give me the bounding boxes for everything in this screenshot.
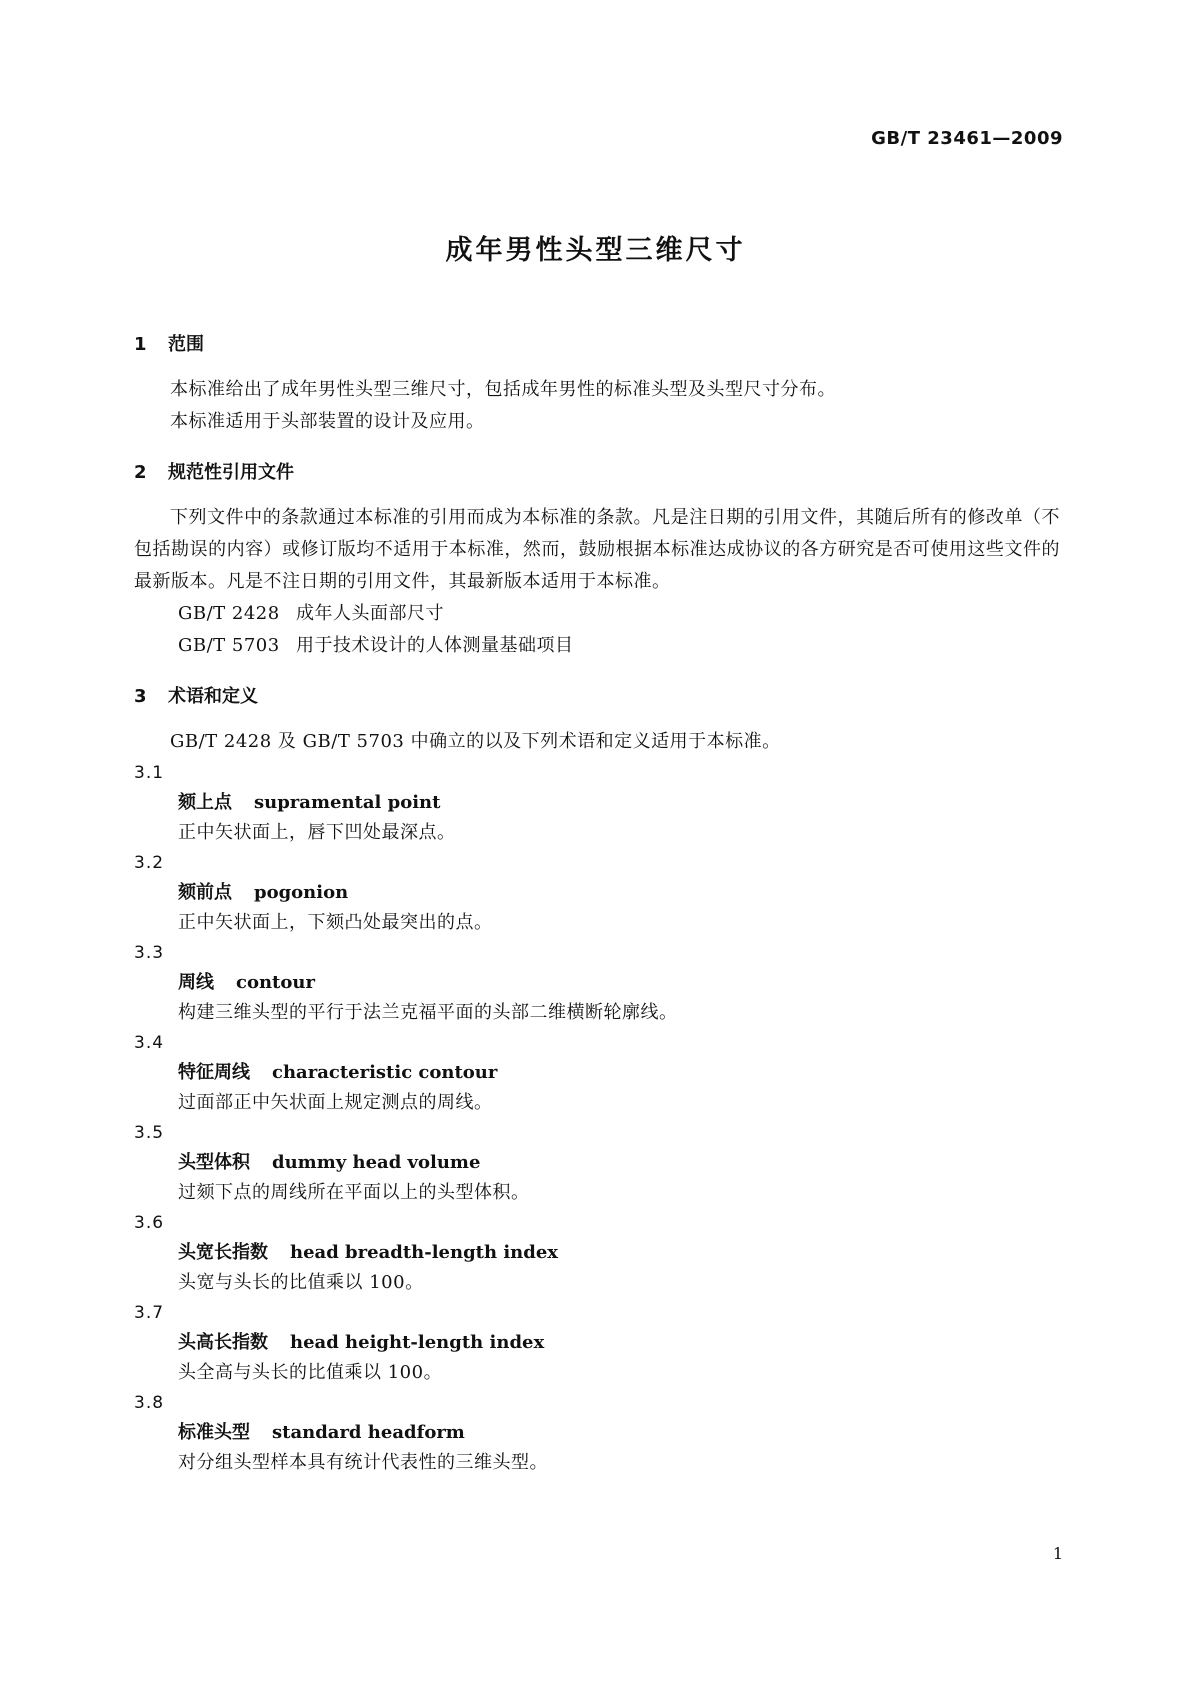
document-body xyxy=(134,330,1060,1478)
section-number: 3 xyxy=(134,686,147,707)
term-number: 3.1 xyxy=(134,763,165,783)
term-en: dummy head volume xyxy=(272,1152,481,1173)
section-title: 术语和定义 xyxy=(168,686,258,707)
term-en: characteristic contour xyxy=(272,1062,498,1083)
term-heading xyxy=(178,1238,1060,1268)
term-entry xyxy=(134,758,1060,848)
term-heading xyxy=(178,788,1060,818)
standard-code: GB/T 23461—2009 xyxy=(871,128,1063,149)
term-heading xyxy=(178,1328,1060,1358)
term-entry xyxy=(134,1208,1060,1298)
term-number: 3.5 xyxy=(134,1123,165,1143)
term-number: 3.6 xyxy=(134,1213,165,1233)
section-heading-terms xyxy=(134,682,1060,712)
term-zh: 特征周线 xyxy=(178,1062,250,1083)
term-en: contour xyxy=(236,972,315,993)
term-number: 3.4 xyxy=(134,1033,165,1053)
term-zh: 头型体积 xyxy=(178,1152,250,1173)
section-number: 1 xyxy=(134,334,147,355)
section-heading-normative xyxy=(134,458,1060,488)
term-definition: 正中矢状面上，唇下凹处最深点。 xyxy=(178,822,456,843)
term-heading xyxy=(178,968,1060,998)
section-heading-scope xyxy=(134,330,1060,360)
term-zh: 周线 xyxy=(178,972,214,993)
term-definition: 构建三维头型的平行于法兰克福平面的头部二维横断轮廓线。 xyxy=(178,1002,678,1023)
reference-item xyxy=(178,598,1060,630)
scope-paragraph: 本标准给出了成年男性头型三维尺寸，包括成年男性的标准头型及头型尺寸分布。 xyxy=(170,379,836,400)
term-heading xyxy=(178,1148,1060,1178)
reference-title: 成年人头面部尺寸 xyxy=(296,603,444,624)
term-heading xyxy=(178,1058,1060,1088)
term-number: 3.3 xyxy=(134,943,165,963)
term-entry xyxy=(134,1388,1060,1478)
term-en: standard headform xyxy=(272,1422,465,1443)
term-zh: 头宽长指数 xyxy=(178,1242,268,1263)
reference-item xyxy=(178,630,1060,662)
section-number: 2 xyxy=(134,462,147,483)
term-zh: 标准头型 xyxy=(178,1422,250,1443)
term-definition: 过面部正中矢状面上规定测点的周线。 xyxy=(178,1092,493,1113)
document-title: 成年男性头型三维尺寸 xyxy=(445,235,746,266)
normative-intro: 下列文件中的条款通过本标准的引用而成为本标准的条款。凡是注日期的引用文件，其随后所有的修改单（不包括勘误的内容）或修订版均不适用于本标准，然而，鼓励根据本标准达成协议的各方研究是否可使用这些文件的最新版本。凡是不注日期的引用文件，其最新版本适用于本标准。 xyxy=(134,507,1060,592)
reference-code: GB/T 5703 xyxy=(178,635,280,656)
term-en: pogonion xyxy=(254,882,349,903)
term-definition: 过颏下点的周线所在平面以上的头型体积。 xyxy=(178,1182,530,1203)
term-en: head height-length index xyxy=(290,1332,545,1353)
term-heading xyxy=(178,1418,1060,1448)
term-en: head breadth-length index xyxy=(290,1242,559,1263)
term-entry xyxy=(134,848,1060,938)
term-number: 3.2 xyxy=(134,853,165,873)
term-zh: 头高长指数 xyxy=(178,1332,268,1353)
term-definition: 正中矢状面上，下颏凸处最突出的点。 xyxy=(178,912,493,933)
section-title: 规范性引用文件 xyxy=(168,462,294,483)
scope-paragraph: 本标准适用于头部装置的设计及应用。 xyxy=(170,411,485,432)
term-number: 3.8 xyxy=(134,1393,165,1413)
term-definition: 头全高与头长的比值乘以 100。 xyxy=(178,1362,443,1383)
page-number: 1 xyxy=(1052,1544,1063,1563)
section-title: 范围 xyxy=(168,334,204,355)
reference-code: GB/T 2428 xyxy=(178,603,280,624)
term-heading xyxy=(178,878,1060,908)
term-definition: 对分组头型样本具有统计代表性的三维头型。 xyxy=(178,1452,548,1473)
terms-intro: GB/T 2428 及 GB/T 5703 中确立的以及下列术语和定义适用于本标准。 xyxy=(170,731,781,752)
term-entry xyxy=(134,1028,1060,1118)
term-zh: 颏前点 xyxy=(178,882,232,903)
reference-title: 用于技术设计的人体测量基础项目 xyxy=(296,635,574,656)
term-entry xyxy=(134,938,1060,1028)
term-entry xyxy=(134,1298,1060,1388)
term-en: supramental point xyxy=(254,792,441,813)
term-number: 3.7 xyxy=(134,1303,165,1323)
term-definition: 头宽与头长的比值乘以 100。 xyxy=(178,1272,424,1293)
term-entry xyxy=(134,1118,1060,1208)
term-zh: 颏上点 xyxy=(178,792,232,813)
